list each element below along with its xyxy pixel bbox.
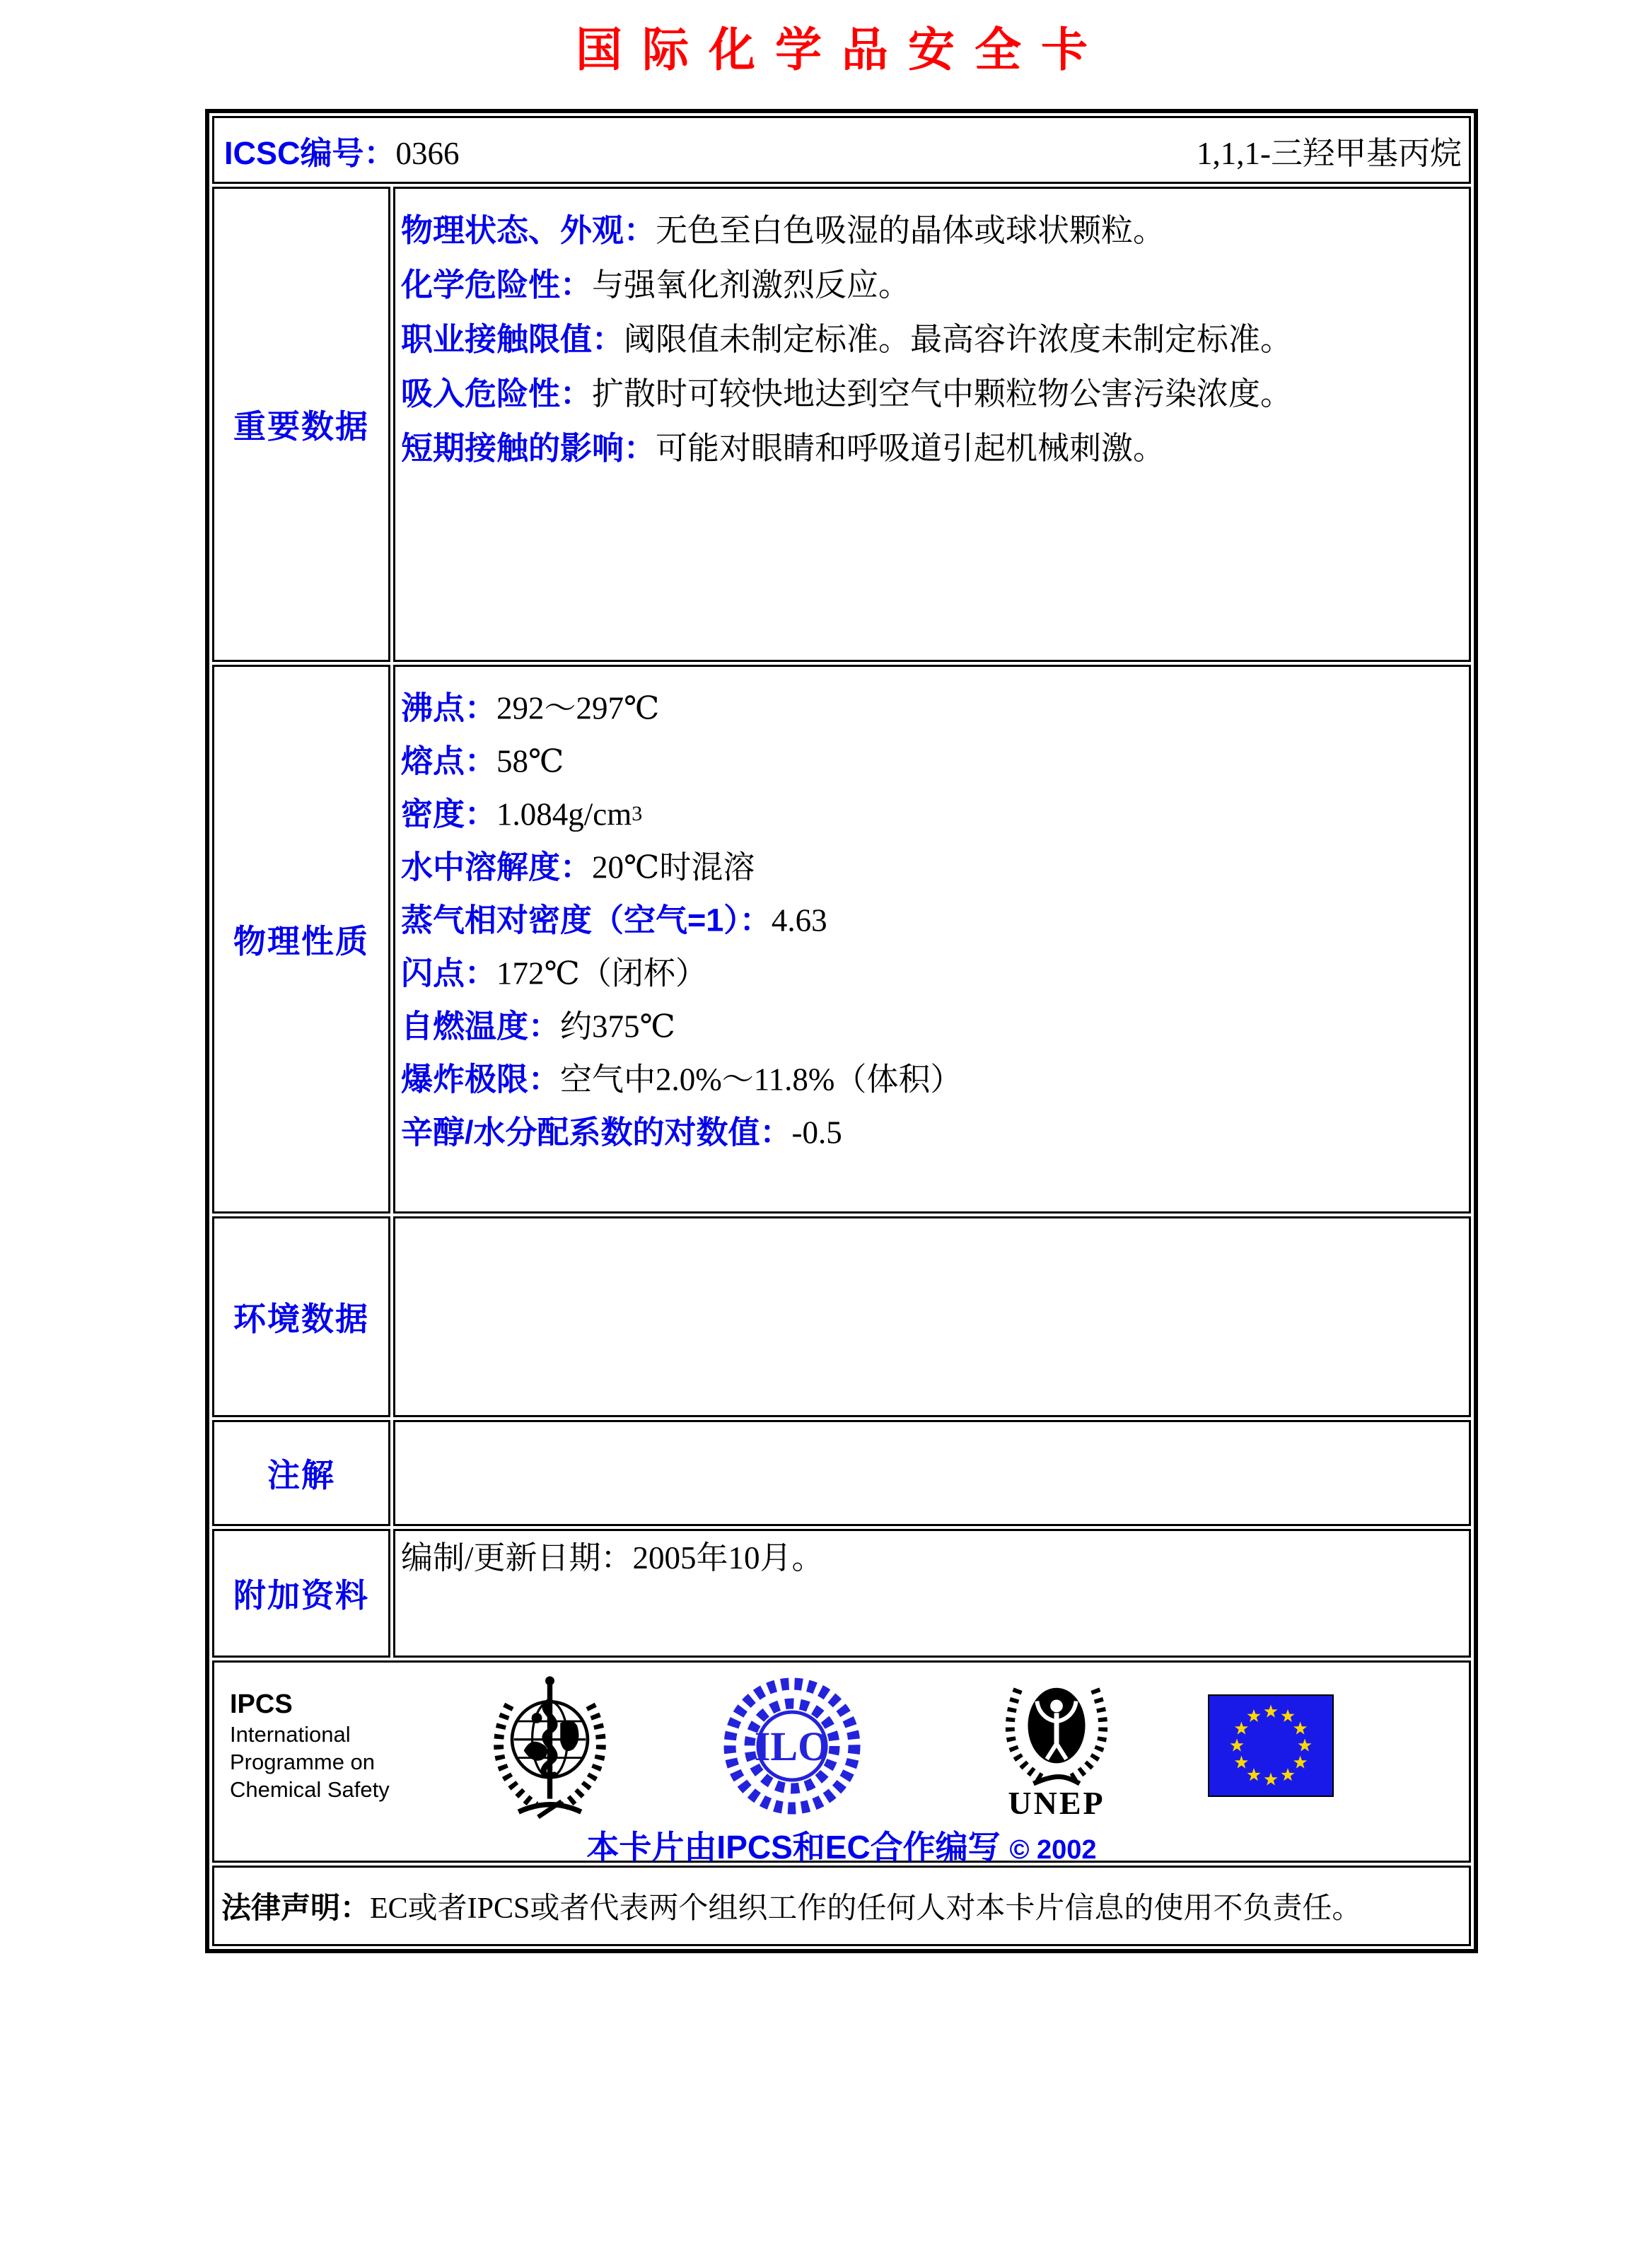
field-label: 吸入危险性：	[401, 376, 593, 412]
physical-line	[401, 840, 1462, 893]
physical-line	[401, 1052, 1462, 1105]
environmental-data-row	[212, 1216, 1471, 1417]
field-label: 辛醇/水分配系数的对数值：	[401, 1114, 792, 1151]
update-date-line	[401, 1537, 1462, 1579]
field-value: 172℃（闭杯）	[496, 955, 707, 991]
copyright-text: © 2002	[1009, 1835, 1097, 1865]
logos-row	[212, 1660, 1471, 1866]
eu-flag-icon	[1208, 1694, 1334, 1797]
cooperation-caption	[214, 1822, 1469, 1868]
ipcs-subtitle-line: Chemical Safety	[230, 1777, 390, 1802]
legal-row	[212, 1866, 1471, 1946]
important-data-row	[212, 187, 1471, 662]
row-label-physical-properties: 物理性质	[212, 665, 390, 1214]
notes-row	[212, 1420, 1471, 1526]
field-label: 密度：	[401, 796, 497, 832]
field-value: 约375℃	[560, 1008, 675, 1045]
icsc-number-label: ICSC编号：	[224, 134, 396, 171]
field-value: 与强氧化剂激烈反应。	[592, 267, 911, 303]
unep-label: UNEP	[1008, 1785, 1105, 1821]
field-value: 292～297℃	[496, 690, 660, 726]
field-value: 阈限值未制定标准。最高容许浓度未制定标准。	[624, 322, 1293, 357]
field-value: 可能对眼睛和呼吸道引起机械刺激。	[656, 431, 1165, 466]
field-value: 扩散时可较快地达到空气中颗粒物公害污染浓度。	[592, 376, 1293, 412]
field-label: 爆炸极限：	[401, 1061, 561, 1098]
additional-info-row	[212, 1529, 1471, 1658]
field-value: 1.084g/cm	[496, 796, 632, 832]
ilo-logo-icon	[721, 1675, 863, 1817]
physical-line	[401, 787, 1462, 840]
field-label: 熔点：	[401, 743, 497, 779]
field-value: 空气中2.0%～11.8%（体积）	[560, 1061, 962, 1098]
important-line	[401, 203, 1462, 257]
row-label-environmental-data: 环境数据	[212, 1216, 390, 1417]
header-row	[212, 116, 1471, 184]
important-line	[401, 366, 1462, 421]
field-label: 职业接触限值：	[401, 321, 624, 357]
notes-content	[393, 1420, 1471, 1526]
field-value: -0.5	[791, 1115, 842, 1151]
environmental-data-content	[393, 1216, 1471, 1417]
physical-line	[401, 946, 1462, 999]
ipcs-subtitle-line: International	[230, 1722, 351, 1747]
icsc-number-group	[224, 127, 460, 173]
field-superscript: 3	[632, 802, 643, 825]
important-line	[401, 421, 1462, 475]
physical-line	[401, 1105, 1462, 1158]
physical-line	[401, 999, 1462, 1052]
header-cell	[212, 116, 1471, 184]
update-date-label: 编制/更新日期：	[401, 1540, 633, 1576]
caption-text: 本卡片由IPCS和EC合作编写	[586, 1829, 1001, 1866]
field-value: 无色至白色吸湿的晶体或球状颗粒。	[656, 213, 1165, 248]
important-line	[401, 312, 1462, 366]
icsc-number-value: 0366	[395, 135, 460, 171]
legal-label: 法律声明：	[221, 1891, 371, 1924]
row-label-additional-info: 附加资料	[212, 1529, 390, 1658]
physical-properties-content	[393, 665, 1471, 1214]
field-label: 化学危险性：	[401, 267, 593, 303]
important-line	[401, 257, 1462, 312]
field-label: 蒸气相对密度（空气=1）：	[401, 902, 772, 938]
logos-cell	[212, 1660, 1471, 1866]
row-label-notes: 注解	[212, 1420, 390, 1526]
field-label: 短期接触的影响：	[401, 430, 656, 466]
logos-strip	[214, 1670, 1469, 1822]
physical-line	[401, 681, 1462, 734]
field-label: 沸点：	[401, 689, 497, 726]
field-value: 58℃	[496, 743, 564, 779]
ipcs-title: IPCS	[230, 1689, 293, 1719]
field-value: 20℃时混溶	[592, 849, 755, 885]
unep-logo-icon	[997, 1670, 1116, 1788]
unep-logo-block	[997, 1670, 1116, 1822]
legal-text: EC或者IPCS或者代表两个组织工作的任何人对本卡片信息的使用不负责任。	[370, 1892, 1362, 1925]
row-label-important-data: 重要数据	[212, 187, 390, 662]
field-label: 物理状态、外观：	[401, 212, 656, 248]
physical-properties-row	[212, 665, 1471, 1214]
legal-cell	[212, 1866, 1471, 1946]
chemical-name: 1,1,1-三羟甲基丙烷	[1197, 135, 1462, 171]
field-value: 4.63	[771, 902, 827, 938]
additional-info-content	[393, 1529, 1471, 1658]
physical-line	[401, 893, 1462, 946]
icsc-table	[205, 109, 1478, 1953]
physical-line	[401, 734, 1462, 787]
important-data-content	[393, 187, 1471, 662]
update-date-value: 2005年10月。	[632, 1540, 824, 1576]
field-label: 自燃温度：	[401, 1008, 561, 1045]
field-label: 闪点：	[401, 955, 497, 991]
who-logo-icon	[484, 1671, 615, 1821]
ipcs-text-block	[230, 1688, 421, 1803]
svg-text:ILO: ILO	[754, 1723, 830, 1769]
ipcs-subtitle-line: Programme on	[230, 1750, 376, 1774]
field-label: 水中溶解度：	[401, 849, 593, 885]
page-title: 国际化学品安全卡	[576, 23, 1107, 76]
